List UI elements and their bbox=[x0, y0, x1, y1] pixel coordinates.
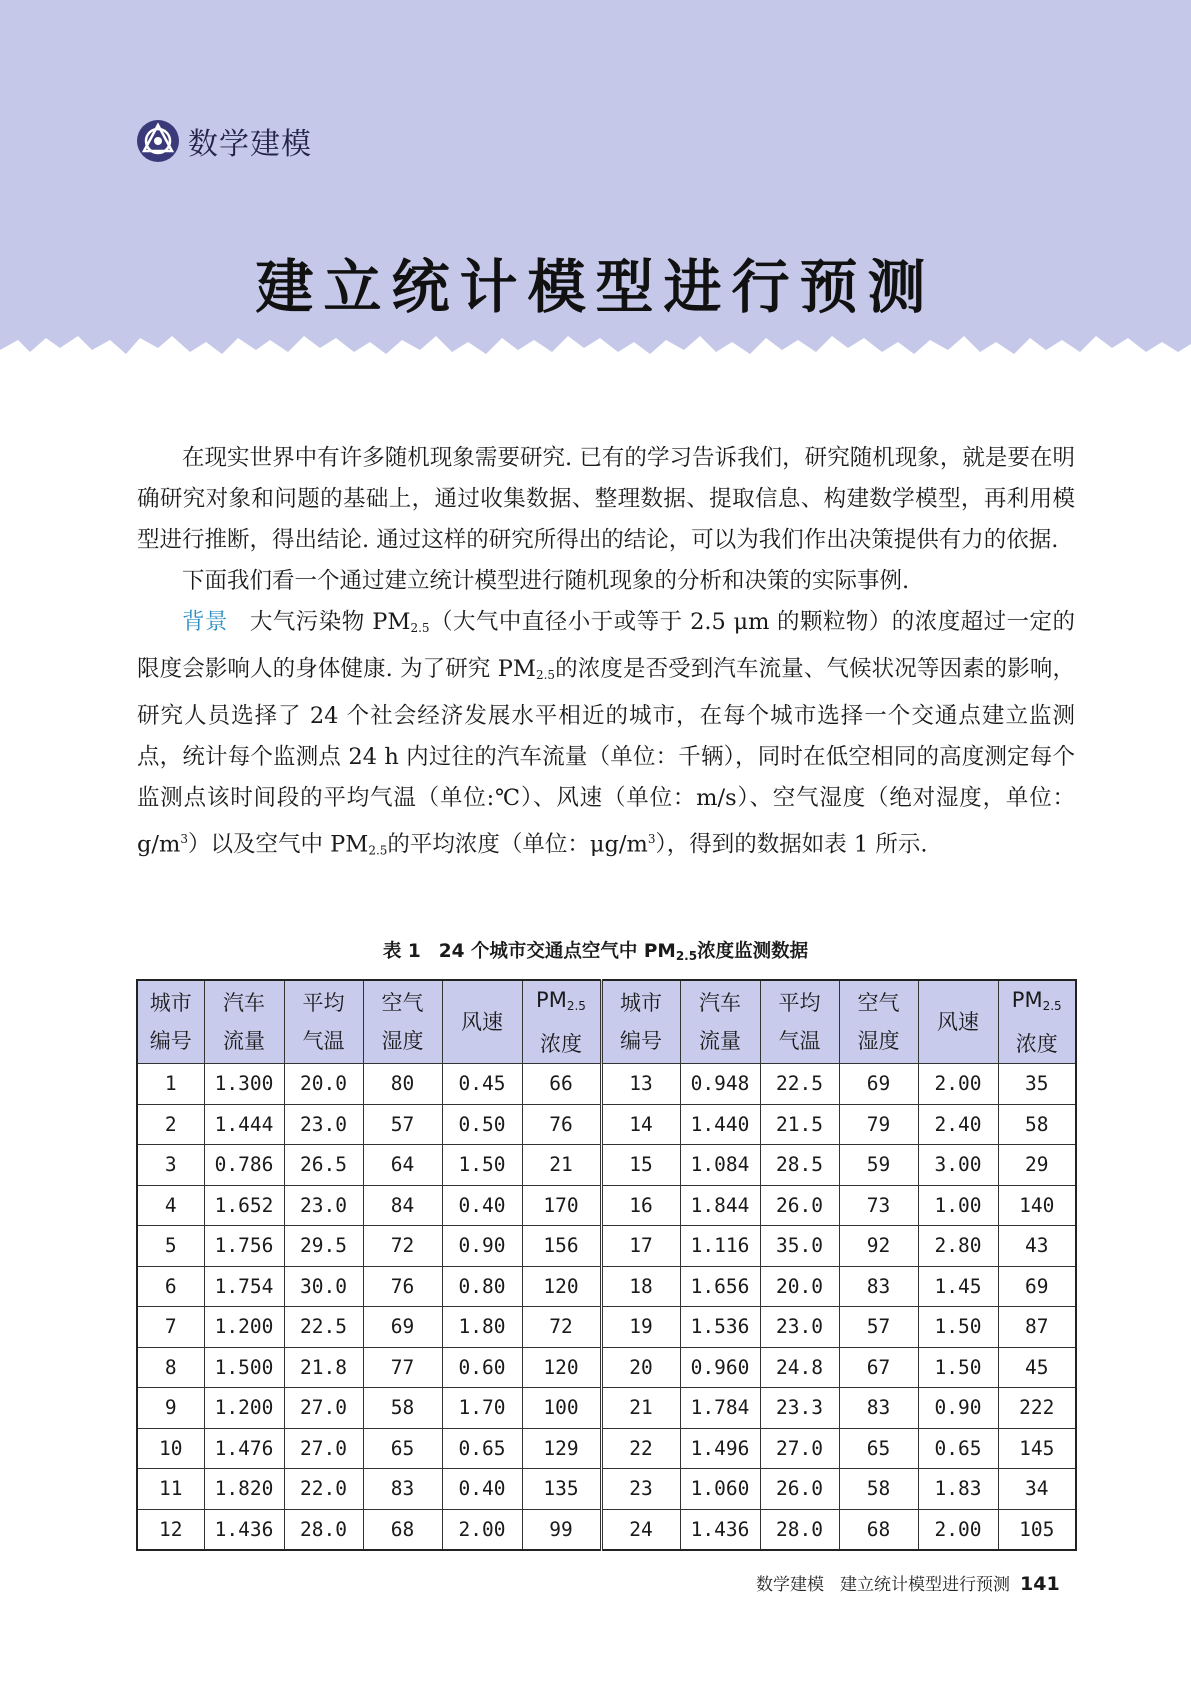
table-row bbox=[137, 1307, 1076, 1348]
table-cell: 79 bbox=[839, 1104, 918, 1145]
table-cell: 1.444 bbox=[204, 1104, 284, 1145]
table-cell: 170 bbox=[522, 1185, 601, 1226]
table-cell: 22.0 bbox=[284, 1469, 363, 1510]
table-cell: 24 bbox=[601, 1509, 680, 1550]
section-tag bbox=[136, 116, 312, 166]
table-cell: 1.50 bbox=[442, 1145, 522, 1186]
table-cell: 27.0 bbox=[760, 1428, 839, 1469]
table-cell: 23.0 bbox=[284, 1185, 363, 1226]
table-cell: 21.5 bbox=[760, 1104, 839, 1145]
table-cell: 27.0 bbox=[284, 1388, 363, 1429]
table-cell: 67 bbox=[839, 1347, 918, 1388]
table-cell: 2 bbox=[137, 1104, 204, 1145]
table-cell: 73 bbox=[839, 1185, 918, 1226]
table-cell: 1 bbox=[137, 1064, 204, 1105]
section-tag-label: 数学建模 bbox=[188, 127, 312, 162]
table-cell: 14 bbox=[601, 1104, 680, 1145]
table-cell: 57 bbox=[363, 1104, 442, 1145]
table-cell: 65 bbox=[839, 1428, 918, 1469]
table-cell: 1.50 bbox=[918, 1347, 998, 1388]
table-cell: 84 bbox=[363, 1185, 442, 1226]
table-cell: 7 bbox=[137, 1307, 204, 1348]
table-cell: 23 bbox=[601, 1469, 680, 1510]
table-cell: 77 bbox=[363, 1347, 442, 1388]
table-cell: 1.50 bbox=[918, 1307, 998, 1348]
table-cell: 83 bbox=[839, 1388, 918, 1429]
table-cell: 1.536 bbox=[680, 1307, 760, 1348]
table-cell: 100 bbox=[522, 1388, 601, 1429]
footer-section: 数学建模 bbox=[756, 1575, 824, 1595]
table-cell: 99 bbox=[522, 1509, 601, 1550]
table-cell: 1.440 bbox=[680, 1104, 760, 1145]
text-fragment: ），得到的数据如表 1 所示. bbox=[655, 831, 928, 858]
header-city-id: 城市 编号 bbox=[137, 980, 204, 1064]
math-modeling-logo-icon bbox=[136, 119, 180, 163]
table-cell: 43 bbox=[998, 1226, 1076, 1267]
table-cell: 72 bbox=[522, 1307, 601, 1348]
caption-text: 浓度监测数据 bbox=[697, 941, 809, 962]
table-cell: 0.60 bbox=[442, 1347, 522, 1388]
table-cell: 69 bbox=[363, 1307, 442, 1348]
table-cell: 20.0 bbox=[760, 1266, 839, 1307]
table-cell: 27.0 bbox=[284, 1428, 363, 1469]
table-cell: 1.45 bbox=[918, 1266, 998, 1307]
table-cell: 76 bbox=[363, 1266, 442, 1307]
table-cell: 21.8 bbox=[284, 1347, 363, 1388]
table-cell: 21 bbox=[601, 1388, 680, 1429]
table-cell: 24.8 bbox=[760, 1347, 839, 1388]
table-cell: 57 bbox=[839, 1307, 918, 1348]
table-cell: 11 bbox=[137, 1469, 204, 1510]
table-cell: 1.496 bbox=[680, 1428, 760, 1469]
table-cell: 1.756 bbox=[204, 1226, 284, 1267]
table-caption bbox=[0, 937, 1191, 963]
table-cell: 83 bbox=[839, 1266, 918, 1307]
table-cell: 0.45 bbox=[442, 1064, 522, 1105]
table-cell: 5 bbox=[137, 1226, 204, 1267]
table-cell: 1.060 bbox=[680, 1469, 760, 1510]
table-cell: 34 bbox=[998, 1469, 1076, 1510]
torn-edge-decoration bbox=[0, 330, 1191, 390]
table-cell: 1.80 bbox=[442, 1307, 522, 1348]
table-cell: 35 bbox=[998, 1064, 1076, 1105]
table-cell: 72 bbox=[363, 1226, 442, 1267]
table-cell: 1.70 bbox=[442, 1388, 522, 1429]
table-cell: 12 bbox=[137, 1509, 204, 1550]
table-cell: 1.00 bbox=[918, 1185, 998, 1226]
table-cell: 59 bbox=[839, 1145, 918, 1186]
table-cell: 1.784 bbox=[680, 1388, 760, 1429]
table-cell: 69 bbox=[998, 1266, 1076, 1307]
table-header-row bbox=[137, 980, 1076, 1064]
table-cell: 26.5 bbox=[284, 1145, 363, 1186]
table-cell: 10 bbox=[137, 1428, 204, 1469]
subscript: 2.5 bbox=[535, 668, 556, 682]
table-row bbox=[137, 1145, 1076, 1186]
footer-title: 建立统计模型进行预测 bbox=[840, 1575, 1010, 1595]
table-cell: 58 bbox=[839, 1469, 918, 1510]
table-cell: 1.436 bbox=[680, 1509, 760, 1550]
text-fragment: 的平均浓度（单位：μg/m bbox=[387, 831, 648, 858]
table-cell: 20.0 bbox=[284, 1064, 363, 1105]
text-fragment: （大气中直径小于或等于 2.5 μm 的颗粒物）的浓度超过一定的限度会影响人的身体健康. 为了研究 PM bbox=[137, 609, 1075, 682]
table-row bbox=[137, 1428, 1076, 1469]
table-cell: 0.80 bbox=[442, 1266, 522, 1307]
table-cell: 135 bbox=[522, 1469, 601, 1510]
table-cell: 1.820 bbox=[204, 1469, 284, 1510]
table-cell: 58 bbox=[363, 1388, 442, 1429]
table-cell: 6 bbox=[137, 1266, 204, 1307]
table-cell: 1.500 bbox=[204, 1347, 284, 1388]
table-cell: 4 bbox=[137, 1185, 204, 1226]
subscript: 2.5 bbox=[410, 621, 430, 635]
table-cell: 68 bbox=[363, 1509, 442, 1550]
table-cell: 76 bbox=[522, 1104, 601, 1145]
table-cell: 1.200 bbox=[204, 1388, 284, 1429]
paragraph-lead: 下面我们看一个通过建立统计模型进行随机现象的分析和决策的实际事例. bbox=[182, 568, 910, 594]
header-pm25: $PM_{2.5}$ 浓度 bbox=[998, 980, 1076, 1064]
table-row bbox=[137, 1509, 1076, 1550]
table-cell: 2.00 bbox=[918, 1509, 998, 1550]
table-cell: 23.0 bbox=[760, 1307, 839, 1348]
table-cell: 1.476 bbox=[204, 1428, 284, 1469]
subscript: 2.5 bbox=[368, 843, 388, 858]
table-cell: 29 bbox=[998, 1145, 1076, 1186]
table-cell: 156 bbox=[522, 1226, 601, 1267]
table-cell: 222 bbox=[998, 1388, 1076, 1429]
table-cell: 23.0 bbox=[284, 1104, 363, 1145]
page-number: 141 bbox=[1020, 1573, 1060, 1595]
table-cell: 0.40 bbox=[442, 1185, 522, 1226]
table-cell: 28.5 bbox=[760, 1145, 839, 1186]
table-cell: 35.0 bbox=[760, 1226, 839, 1267]
header-humidity: 空气 湿度 bbox=[839, 980, 918, 1064]
table-cell: 13 bbox=[601, 1064, 680, 1105]
table-cell: 58 bbox=[998, 1104, 1076, 1145]
table-cell: 16 bbox=[601, 1185, 680, 1226]
table-cell: 140 bbox=[998, 1185, 1076, 1226]
table-cell: 1.436 bbox=[204, 1509, 284, 1550]
superscript: 3 bbox=[647, 832, 656, 846]
caption-text: 24 个城市交通点空气中 PM bbox=[438, 941, 676, 962]
table-cell: 28.0 bbox=[760, 1509, 839, 1550]
table-row bbox=[137, 1226, 1076, 1267]
table-cell: 20 bbox=[601, 1347, 680, 1388]
table-cell: 80 bbox=[363, 1064, 442, 1105]
paragraph-background bbox=[137, 602, 1075, 872]
table-cell: 2.00 bbox=[918, 1064, 998, 1105]
table-cell: 1.844 bbox=[680, 1185, 760, 1226]
table-cell: 15 bbox=[601, 1145, 680, 1186]
table-cell: 17 bbox=[601, 1226, 680, 1267]
table-cell: 26.0 bbox=[760, 1185, 839, 1226]
table-cell: 28.0 bbox=[284, 1509, 363, 1550]
table-cell: 1.754 bbox=[204, 1266, 284, 1307]
header-pm25: $PM_{2.5}$ 浓度 bbox=[522, 980, 601, 1064]
table-cell: 0.960 bbox=[680, 1347, 760, 1388]
table-cell: 9 bbox=[137, 1388, 204, 1429]
table-cell: 1.084 bbox=[680, 1145, 760, 1186]
caption-subscript: 2.5 bbox=[675, 949, 698, 963]
table-row bbox=[137, 1347, 1076, 1388]
table-cell: 129 bbox=[522, 1428, 601, 1469]
table-cell: 0.786 bbox=[204, 1145, 284, 1186]
background-keyword: 背景 bbox=[182, 609, 228, 635]
header-temperature: 平均 气温 bbox=[760, 980, 839, 1064]
paragraph-intro: 在现实世界中有许多随机现象需要研究. 已有的学习告诉我们，研究随机现象，就是要在明确研究对象和问题的基础上，通过收集数据、整理数据、提取信息、构建数学模型，再利用模型进行推断，得出结论. 通过这样的研究所得出的结论，可以为我们作出决策提供有力的依据. bbox=[137, 445, 1075, 553]
table-row bbox=[137, 1266, 1076, 1307]
table-cell: 0.65 bbox=[918, 1428, 998, 1469]
superscript: 3 bbox=[180, 832, 188, 846]
table-row bbox=[137, 1064, 1076, 1105]
pm25-data-table bbox=[136, 979, 1077, 1551]
table-cell: 1.200 bbox=[204, 1307, 284, 1348]
text-fragment: 的浓度是否受到汽车流量、气候状况等因素的影响，研究人员选择了 24 个社会经济发展水平相近的城市，在每个城市选择一个交通点建立监测点，统计每个监测点 24 h 内过往的汽车流量（单位：千辆），同时在低空相同的高度测定每个监测点该时间段的平均气温（单位:℃）、风速（单位：m/s）、空气湿度（绝对湿度，单位：g/m bbox=[137, 656, 1075, 858]
table-cell: 83 bbox=[363, 1469, 442, 1510]
table-cell: 2.80 bbox=[918, 1226, 998, 1267]
table-cell: 45 bbox=[998, 1347, 1076, 1388]
header-wind: 风速 bbox=[442, 980, 522, 1064]
table-cell: 3 bbox=[137, 1145, 204, 1186]
table-cell: 23.3 bbox=[760, 1388, 839, 1429]
header-city-id: 城市 编号 bbox=[601, 980, 680, 1064]
table-cell: 2.40 bbox=[918, 1104, 998, 1145]
table-cell: 22.5 bbox=[284, 1307, 363, 1348]
table-cell: 0.90 bbox=[442, 1226, 522, 1267]
table-cell: 69 bbox=[839, 1064, 918, 1105]
table-cell: 64 bbox=[363, 1145, 442, 1186]
table-cell: 1.656 bbox=[680, 1266, 760, 1307]
table-cell: 3.00 bbox=[918, 1145, 998, 1186]
table-cell: 145 bbox=[998, 1428, 1076, 1469]
table-cell: 105 bbox=[998, 1509, 1076, 1550]
table-cell: 87 bbox=[998, 1307, 1076, 1348]
table-cell: 29.5 bbox=[284, 1226, 363, 1267]
header-temperature: 平均 气温 bbox=[284, 980, 363, 1064]
text-fragment: 大气污染物 PM bbox=[249, 609, 411, 635]
table-cell: 26.0 bbox=[760, 1469, 839, 1510]
table-cell: 0.40 bbox=[442, 1469, 522, 1510]
table-cell: 22 bbox=[601, 1428, 680, 1469]
header-traffic: 汽车 流量 bbox=[680, 980, 760, 1064]
table-cell: 92 bbox=[839, 1226, 918, 1267]
table-cell: 30.0 bbox=[284, 1266, 363, 1307]
page-footer bbox=[756, 1570, 1060, 1595]
table-cell: 2.00 bbox=[442, 1509, 522, 1550]
table-cell: 21 bbox=[522, 1145, 601, 1186]
table-number: 表 1 bbox=[382, 941, 421, 962]
table-cell: 0.90 bbox=[918, 1388, 998, 1429]
table-cell: 1.83 bbox=[918, 1469, 998, 1510]
header-humidity: 空气 湿度 bbox=[363, 980, 442, 1064]
table-row bbox=[137, 1104, 1076, 1145]
table-row bbox=[137, 1469, 1076, 1510]
table-cell: 1.300 bbox=[204, 1064, 284, 1105]
text-fragment: ）以及空气中 PM bbox=[187, 831, 369, 858]
body-text bbox=[137, 438, 1075, 872]
table-cell: 65 bbox=[363, 1428, 442, 1469]
table-cell: 0.65 bbox=[442, 1428, 522, 1469]
table-cell: 18 bbox=[601, 1266, 680, 1307]
table-row bbox=[137, 1185, 1076, 1226]
table-row bbox=[137, 1388, 1076, 1429]
table-cell: 0.50 bbox=[442, 1104, 522, 1145]
table-cell: 8 bbox=[137, 1347, 204, 1388]
table-cell: 66 bbox=[522, 1064, 601, 1105]
page-title: 建立统计模型进行预测 bbox=[255, 253, 936, 321]
header-traffic: 汽车 流量 bbox=[204, 980, 284, 1064]
table-cell: 19 bbox=[601, 1307, 680, 1348]
table-cell: 120 bbox=[522, 1266, 601, 1307]
table-cell: 1.652 bbox=[204, 1185, 284, 1226]
table-cell: 22.5 bbox=[760, 1064, 839, 1105]
table-cell: 0.948 bbox=[680, 1064, 760, 1105]
table-body bbox=[137, 1064, 1076, 1551]
table-cell: 68 bbox=[839, 1509, 918, 1550]
header-wind: 风速 bbox=[918, 980, 998, 1064]
table-cell: 1.116 bbox=[680, 1226, 760, 1267]
table-cell: 120 bbox=[522, 1347, 601, 1388]
